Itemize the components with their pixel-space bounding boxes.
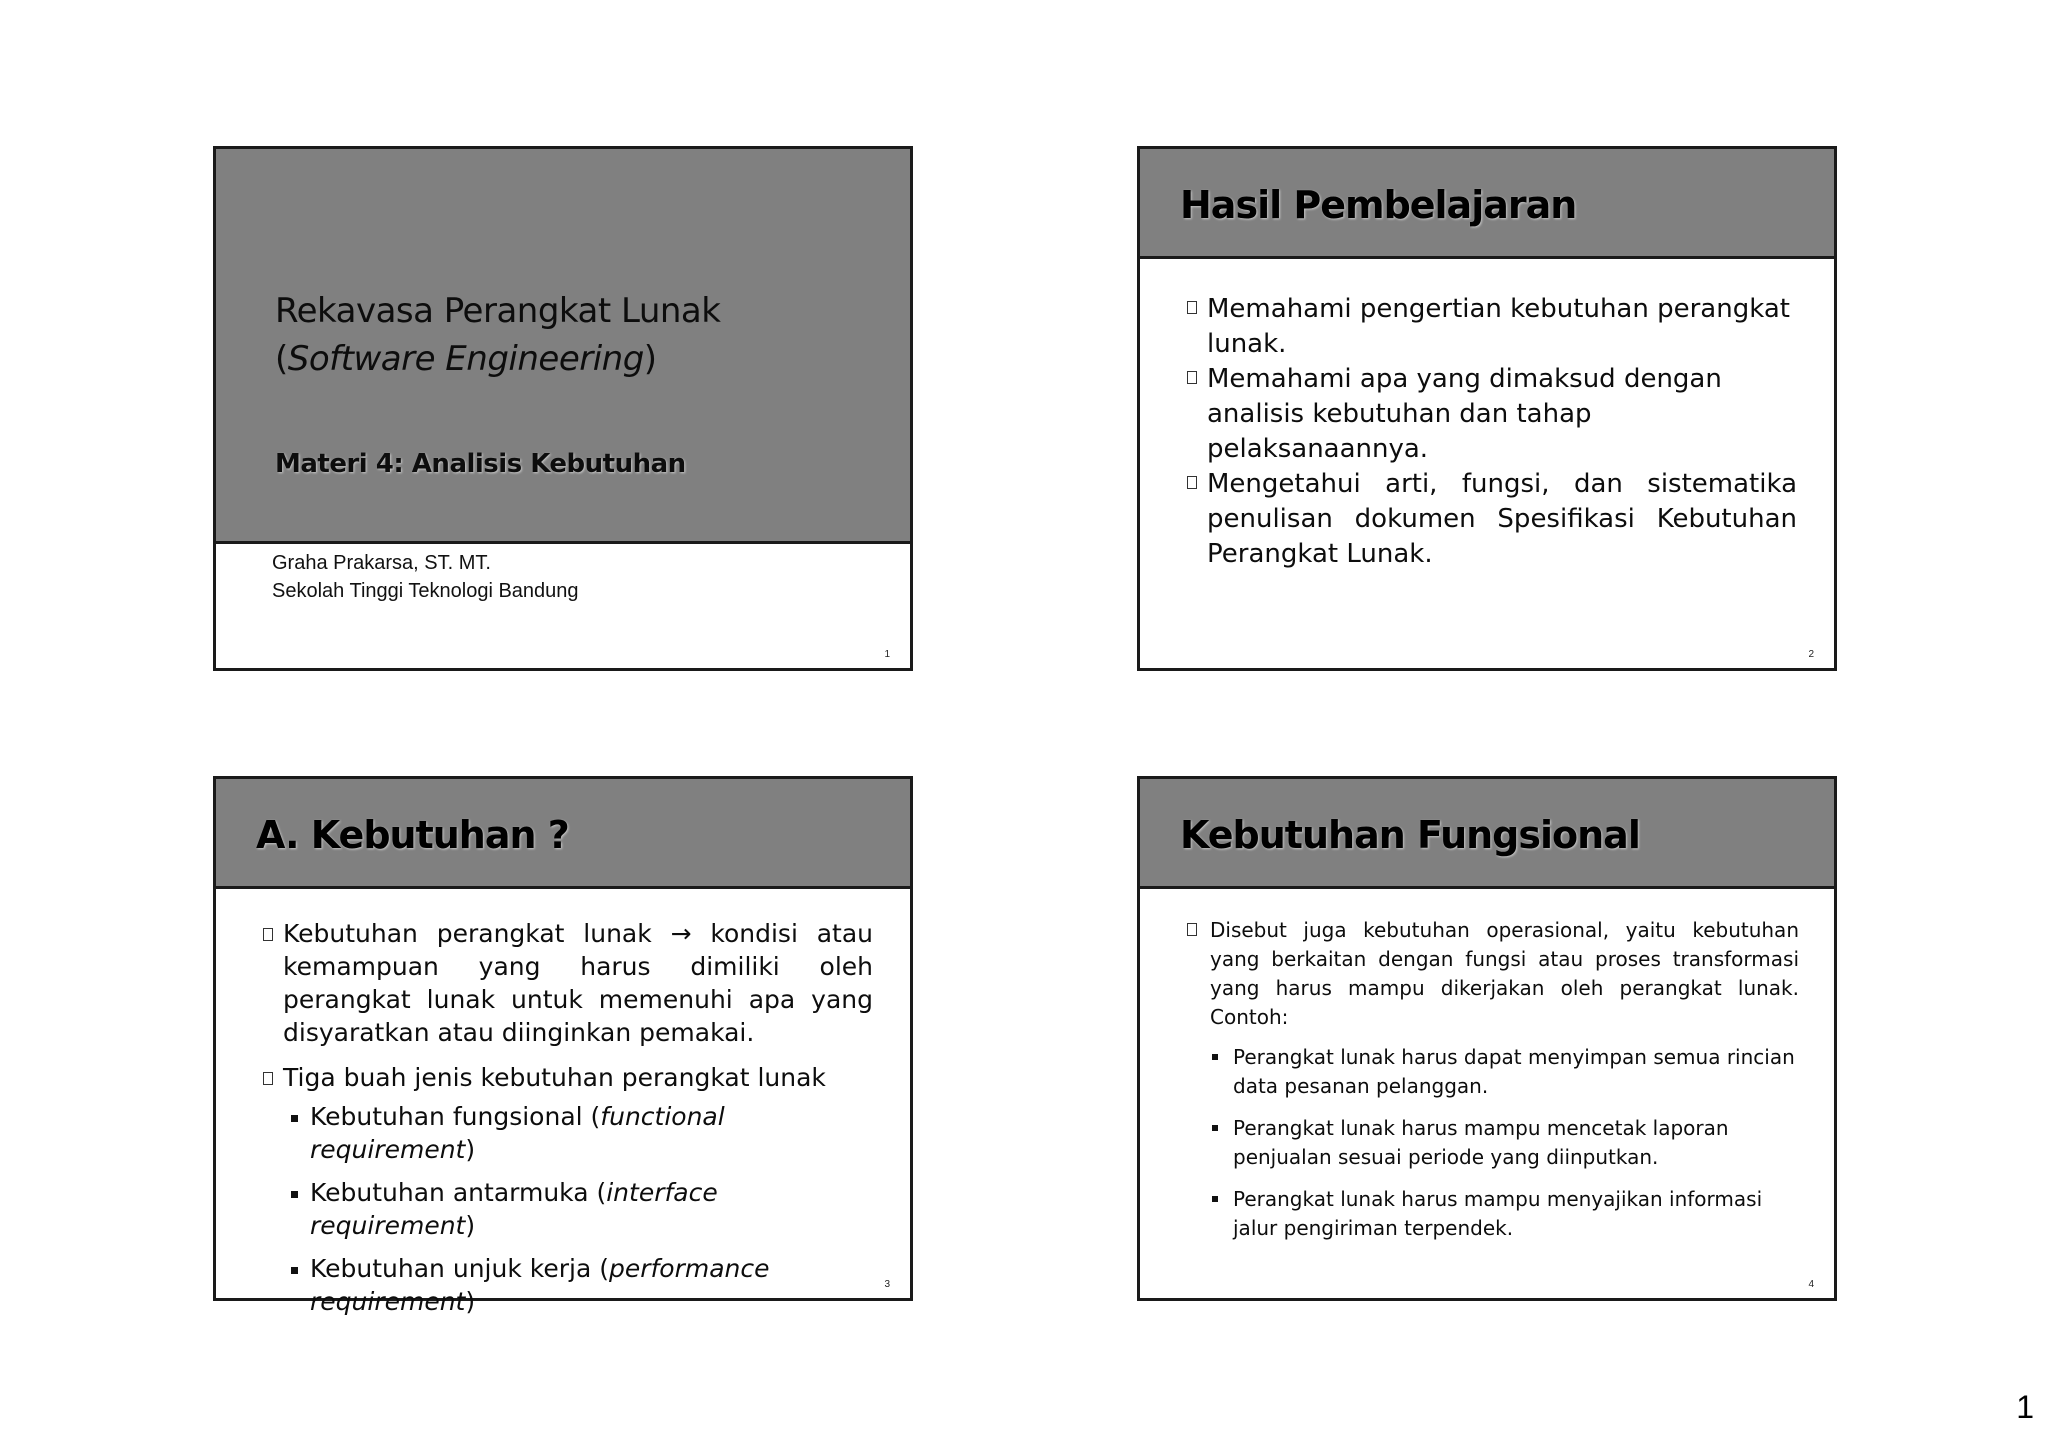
- sub-item-end: ): [465, 1211, 476, 1240]
- slide-2: [1137, 146, 1837, 671]
- slide-header: [1140, 149, 1834, 259]
- sub-item-text: Perangkat lunak harus mampu mencetak laporan penjualan sesuai periode yang diinputkan.: [1233, 1116, 1729, 1169]
- presentation-subtitle: Materi 4: Analisis Kebutuhan: [275, 449, 686, 479]
- slide-body: [1187, 916, 1799, 1243]
- sub-item-text: Kebutuhan fungsional (: [310, 1102, 601, 1131]
- list-item: [263, 1061, 873, 1094]
- author-name: Graha Prakarsa, ST. MT.: [272, 552, 491, 574]
- bullet-box-icon: [263, 1072, 273, 1085]
- sub-list-item: [288, 1100, 873, 1166]
- presentation-title: [275, 287, 720, 383]
- arrow-right-icon: →: [670, 919, 692, 948]
- slide-body: [263, 917, 873, 1318]
- slide-header: [1140, 779, 1834, 889]
- bullet-box-icon: [1187, 301, 1197, 314]
- slide-number: 1: [884, 649, 890, 660]
- square-bullet-icon: [291, 1115, 298, 1122]
- slide-title: A. Kebutuhan ?: [256, 813, 569, 857]
- sub-list-item: [1209, 1185, 1799, 1243]
- sub-item-text: Kebutuhan antarmuka (: [310, 1178, 607, 1207]
- bullet-text: Memahami apa yang dimaksud dengan analisis kebutuhan dan tahap pelaksanaannya.: [1207, 364, 1722, 464]
- bullet-text: kondisi atau kemampuan yang harus dimiliki oleh perangkat lunak untuk memenuhi apa yang disyaratkan atau diinginkan pemakai.: [283, 919, 874, 1047]
- sub-item-end: ): [465, 1135, 476, 1164]
- square-bullet-icon: [291, 1267, 298, 1274]
- sub-list-item: [288, 1176, 873, 1242]
- square-bullet-icon: [1212, 1125, 1218, 1131]
- title-paren-close: ): [643, 339, 657, 379]
- page-number: 1: [2016, 1389, 2034, 1425]
- bullet-text: Disebut juga kebutuhan operasional, yaitu kebutuhan yang berkaitan dengan fungsi atau proses transformasi yang harus mampu dikerjakan oleh perangkat lunak. Contoh:: [1210, 918, 1799, 1029]
- sub-list-item: [288, 1252, 873, 1318]
- title-line-2: [275, 335, 720, 383]
- square-bullet-icon: [291, 1191, 298, 1198]
- sub-item-text: Kebutuhan unjuk kerja (: [310, 1254, 609, 1283]
- slide-number: 2: [1808, 649, 1814, 660]
- list-item: [1187, 292, 1797, 362]
- author-block: [272, 549, 579, 605]
- sub-item-end: ): [465, 1287, 476, 1316]
- bullet-text: Tiga buah jenis kebutuhan perangkat lunak: [283, 1063, 826, 1092]
- list-item: [1187, 467, 1797, 572]
- slide-number: 3: [884, 1279, 890, 1290]
- list-item: [1187, 362, 1797, 467]
- bullet-box-icon: [1187, 476, 1197, 489]
- slide-title: Hasil Pembelajaran: [1180, 183, 1577, 227]
- list-item: [1187, 916, 1799, 1032]
- square-bullet-icon: [1212, 1196, 1218, 1202]
- bullet-box-icon: [1187, 371, 1197, 384]
- slide-1: [213, 146, 913, 671]
- title-line-1: Rekavasa Perangkat Lunak: [275, 291, 721, 331]
- title-paren-open: (: [275, 339, 288, 379]
- square-bullet-icon: [1212, 1054, 1218, 1060]
- title-block: [216, 149, 910, 544]
- slide-title: Kebutuhan Fungsional: [1180, 813, 1640, 857]
- sub-list-item: [1209, 1114, 1799, 1172]
- bullet-text: Kebutuhan perangkat lunak: [283, 919, 652, 948]
- sub-item-italic: performance requirement: [310, 1254, 770, 1316]
- slide-body: [1187, 292, 1797, 572]
- sub-list-item: [1209, 1043, 1799, 1101]
- sub-item-text: Perangkat lunak harus mampu menyajikan informasi jalur pengiriman terpendek.: [1233, 1187, 1763, 1240]
- list-item: [263, 917, 873, 1049]
- bullet-box-icon: [263, 928, 273, 941]
- bullet-text: Mengetahui arti, fungsi, dan sistematika penulisan dokumen Spesifikasi Kebutuhan Perangkat Lunak.: [1207, 469, 1797, 569]
- sub-item-text: Perangkat lunak harus dapat menyimpan semua rincian data pesanan pelanggan.: [1233, 1045, 1795, 1098]
- title-english: Software Engineering: [287, 339, 644, 379]
- slide-3: [213, 776, 913, 1316]
- bullet-text: Memahami pengertian kebutuhan perangkat lunak.: [1207, 294, 1790, 359]
- bullet-box-icon: [1187, 923, 1197, 936]
- institution-name: Sekolah Tinggi Teknologi Bandung: [272, 580, 579, 602]
- sub-item-italic: functional requirement: [310, 1102, 725, 1164]
- sub-item-italic: interface requirement: [310, 1178, 718, 1240]
- slide-header: [216, 779, 910, 889]
- slide-4: [1137, 776, 1837, 1301]
- slide-number: 4: [1808, 1279, 1814, 1290]
